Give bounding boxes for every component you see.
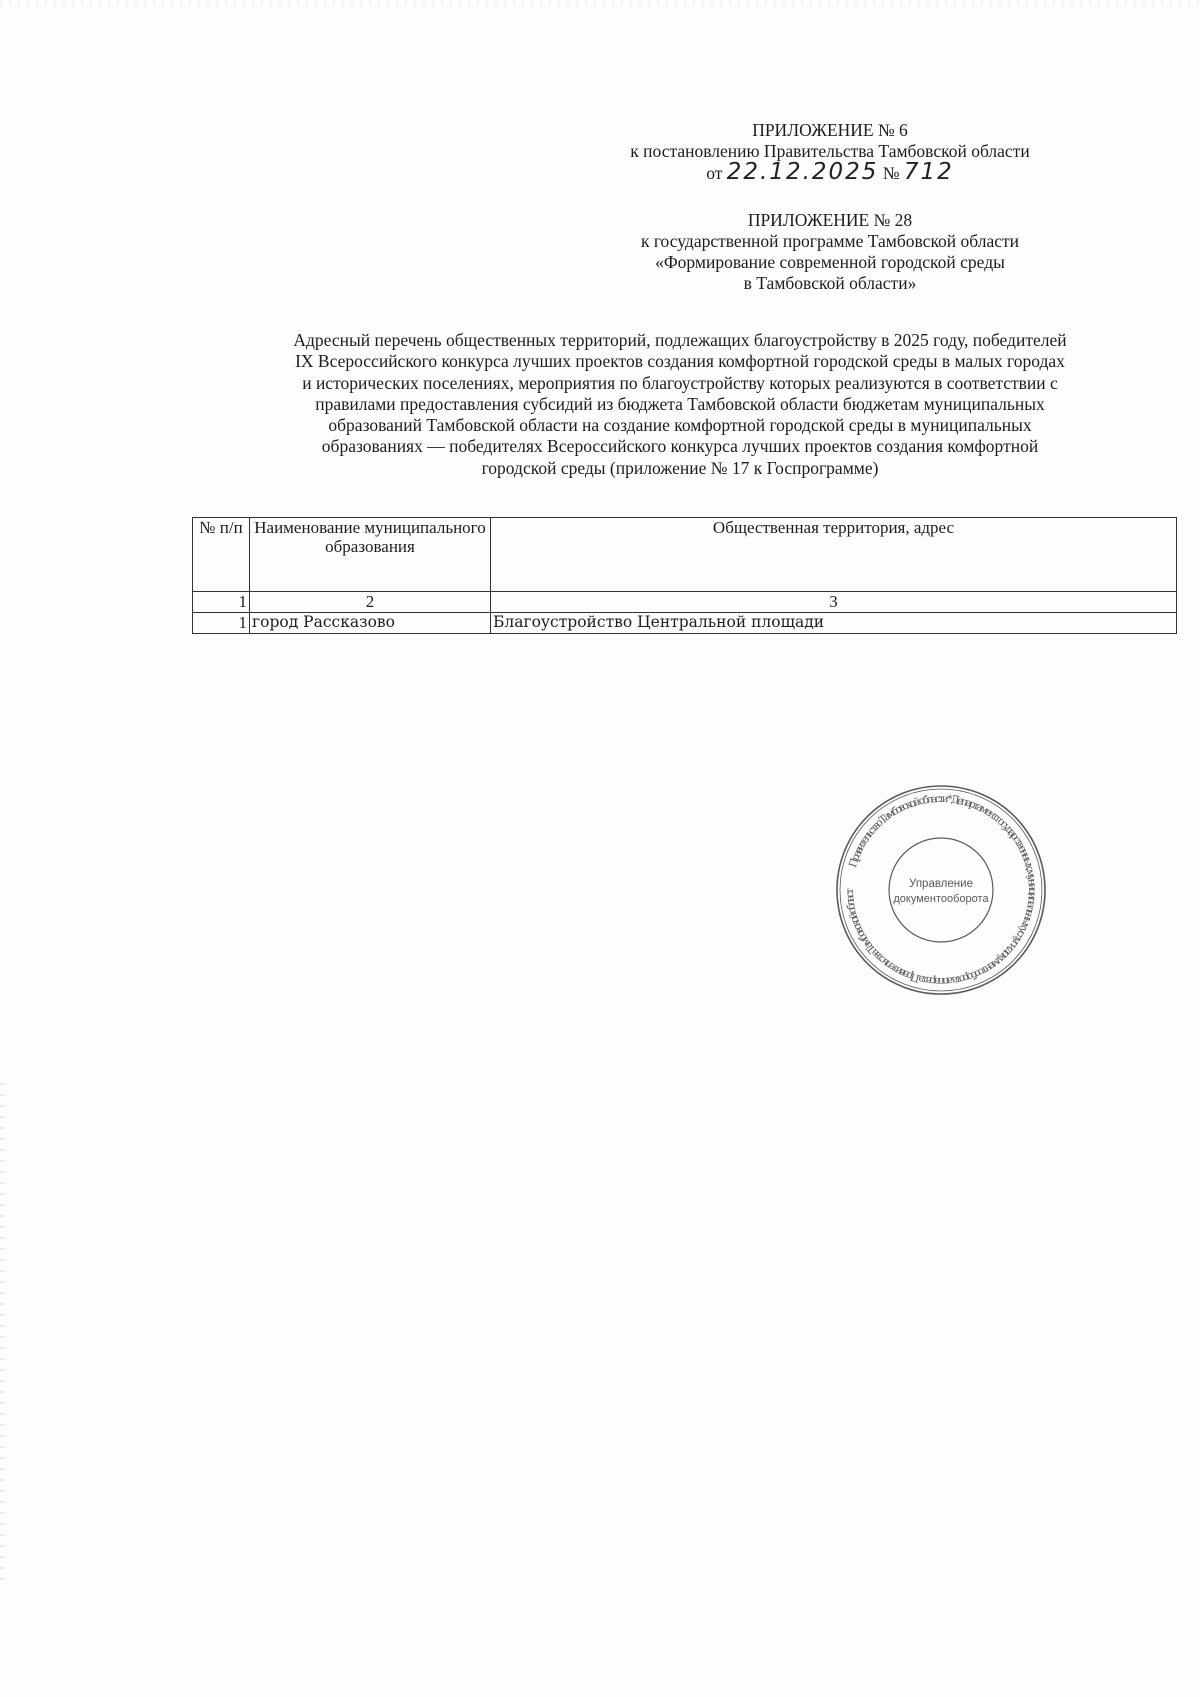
document-title	[230, 330, 1130, 479]
column-number-cell: 2	[250, 592, 491, 613]
title-line: правилами предоставления субсидий из бюджета Тамбовской области бюджетам муниципальных	[315, 393, 1045, 414]
handwritten-number: 712	[903, 159, 954, 185]
seal-outer-ring-text: Правительство Тамбовской области * Департамент государственных, муниципальных услуг и документооборота аппарата Правительства Тамбовской област	[843, 792, 1039, 988]
title-line: IX Всероссийского конкурса лучших проектов создания комфортной городской среды в малых городах	[295, 351, 1065, 372]
column-number-cell: 3	[491, 592, 1177, 613]
territory-cell: Благоустройство Центральной площади	[491, 613, 1177, 634]
appendix-6-header	[560, 120, 1100, 184]
title-line: образований Тамбовской области на создание комфортной городской среды в муниципальных	[328, 415, 1032, 436]
header-cell-territory: Общественная территория, адрес	[491, 518, 1177, 592]
seal-center-line: Управление	[909, 878, 973, 890]
date-prefix: от	[706, 163, 723, 183]
appendix-subtitle: к постановлению Правительства Тамбовской области	[630, 141, 1030, 161]
municipality-cell: город Рассказово	[250, 613, 491, 634]
title-line: городской среды (приложение № 17 к Госпрограмме)	[481, 457, 879, 478]
appendix-28-header	[560, 210, 1100, 294]
column-numbers-row	[193, 592, 1177, 613]
title-line: и исторических поселениях, мероприятия по благоустройству которых реализуются в соответствии с	[302, 372, 1058, 393]
header-cell-number: № п/п	[193, 518, 250, 592]
scan-edge-artifact	[0, 0, 1200, 6]
handwritten-date: 22.12.2025	[726, 159, 879, 185]
scan-edge-artifact	[0, 1080, 5, 1580]
appendix-subtitle: «Формирование современной городской среды	[655, 252, 1005, 272]
seal-graphic	[834, 783, 1048, 997]
title-line: образованиях — победителях Всероссийского конкурса лучших проектов создания комфортной	[321, 436, 1039, 457]
table-row	[193, 613, 1177, 634]
table-header-row	[193, 518, 1177, 592]
row-number-cell: 1	[193, 613, 250, 634]
decree-date-line	[560, 159, 1100, 185]
appendix-title: ПРИЛОЖЕНИЕ № 6	[752, 120, 908, 140]
title-line: Адресный перечень общественных территорий, подлежащих благоустройству в 2025 году, победителей	[293, 330, 1067, 350]
column-number-cell: 1	[193, 592, 250, 613]
number-sign: №	[882, 163, 900, 183]
territory-table	[192, 517, 1177, 634]
official-seal	[834, 783, 1048, 997]
appendix-title: ПРИЛОЖЕНИЕ № 28	[747, 210, 913, 230]
appendix-subtitle: к государственной программе Тамбовской области	[640, 231, 1020, 251]
header-cell-municipality: Наименование муниципального образования	[250, 518, 491, 592]
seal-center-line: документооборота	[893, 893, 989, 905]
appendix-subtitle: в Тамбовской области»	[743, 273, 917, 293]
